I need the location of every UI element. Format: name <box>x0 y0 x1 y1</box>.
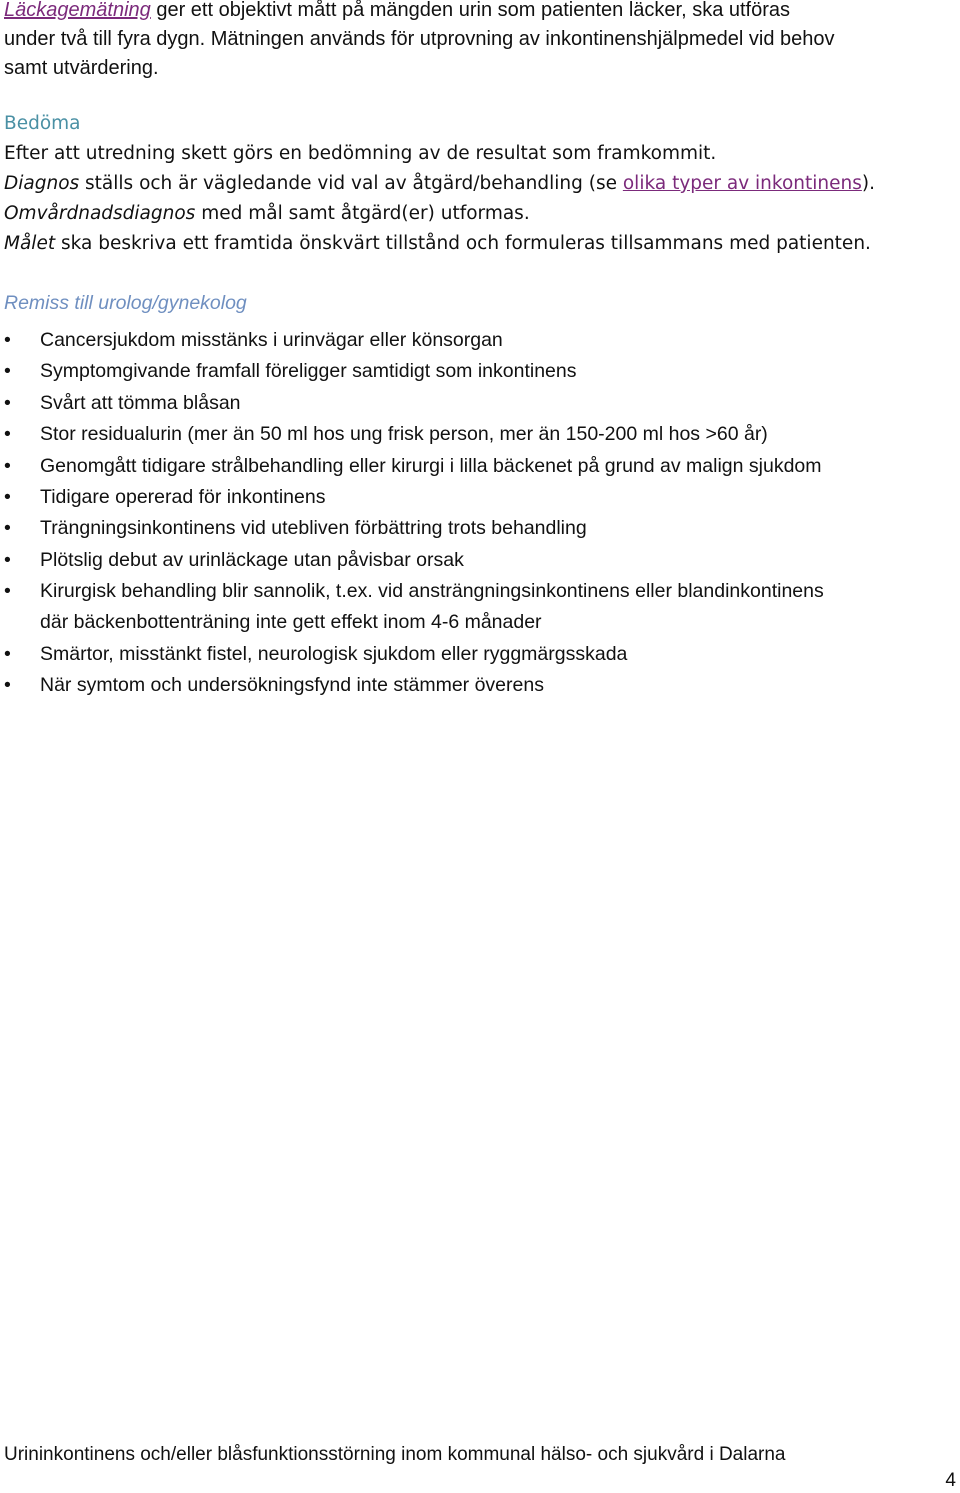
list-item <box>4 576 954 638</box>
omvardnadsdiagnos-term: Omvårdnadsdiagnos <box>4 203 196 224</box>
intro-paragraph <box>4 0 960 83</box>
list-item-text: När symtom och undersökningsfynd inte stämmer överens <box>40 673 544 696</box>
bullet-icon: • <box>4 642 11 665</box>
list-item-text: Cancersjukdom misstänks i urinvägar eller könsorgan <box>40 329 503 351</box>
intro-line-3: samt utvärdering. <box>4 57 159 79</box>
bedoma-line-4-text: ska beskriva ett framtida önskvärt tillstånd och formuleras tillsammans med patienten. <box>55 233 871 254</box>
page-footer: Urininkontinens och/eller blåsfunktionsstörning inom kommunal hälso- och sjukvård i Dalarna <box>4 1444 786 1465</box>
lackagematning-link[interactable]: Läckagemätning <box>4 0 151 21</box>
bullet-icon: • <box>4 485 11 508</box>
bullet-icon: • <box>4 580 11 603</box>
list-item <box>4 670 954 701</box>
intro-line-1 <box>4 0 960 25</box>
intro-line-1-text: ger ett objektivt mått på mängden urin som patienten läcker, ska utföras <box>150 0 791 21</box>
list-item <box>4 545 954 576</box>
remiss-criteria-list <box>4 325 954 701</box>
page-number: 4 <box>945 1470 956 1491</box>
list-item-text: Svårt att tömma blåsan <box>40 391 241 414</box>
list-item-text: Smärtor, misstänkt fistel, neurologisk sjukdom eller ryggmärgsskada <box>40 642 628 665</box>
list-item <box>4 325 954 356</box>
bullet-icon: • <box>4 423 11 446</box>
list-item <box>4 482 954 513</box>
list-item-text: Kirurgisk behandling blir sannolik, t.ex. vid ansträngningsinkontinens eller blandinkontinens <box>40 580 824 603</box>
bullet-icon: • <box>4 360 11 383</box>
bedoma-section <box>4 109 960 259</box>
bedoma-line-4 <box>4 229 960 259</box>
bedoma-line-2-end: ). <box>861 173 875 194</box>
list-item <box>4 513 954 544</box>
bedoma-line-1: Efter att utredning skett görs en bedömning av de resultat som framkommit. <box>4 143 717 164</box>
bullet-icon: • <box>4 391 11 414</box>
list-item-text: Stor residualurin (mer än 50 ml hos ung frisk person, mer än 150-200 ml hos >60 år) <box>40 423 768 446</box>
list-item <box>4 356 954 387</box>
list-item-text: Symptomgivande framfall föreligger samtidigt som inkontinens <box>40 360 577 383</box>
bullet-icon: • <box>4 454 11 477</box>
list-item-text: Plötslig debut av urinläckage utan påvisbar orsak <box>40 548 464 571</box>
bedoma-line-2-text: ställs och är vägledande vid val av åtgärd/behandling (se <box>79 173 623 194</box>
malet-term: Målet <box>4 233 56 254</box>
bedoma-heading: Bedöma <box>4 113 81 134</box>
bedoma-line-3-text: med mål samt åtgärd(er) utformas. <box>195 203 530 224</box>
bullet-icon: • <box>4 329 11 351</box>
list-item <box>4 419 954 450</box>
list-item-text: Trängningsinkontinens vid utebliven förbättring trots behandling <box>40 517 587 540</box>
list-item <box>4 639 954 670</box>
bedoma-line-2 <box>4 169 960 199</box>
diagnos-term: Diagnos <box>4 173 80 194</box>
list-item <box>4 388 954 419</box>
list-item <box>4 451 954 482</box>
inkontinens-types-link[interactable]: olika typer av inkontinens <box>622 173 862 194</box>
bullet-icon: • <box>4 673 11 696</box>
bullet-icon: • <box>4 548 11 571</box>
bullet-icon: • <box>4 517 11 540</box>
list-item-text: Genomgått tidigare strålbehandling eller kirurgi i lilla bäckenet på grund av malign sjukdom <box>40 454 822 477</box>
list-item-text: Tidigare opererad för inkontinens <box>40 485 326 508</box>
remiss-heading: Remiss till urolog/gynekolog <box>4 292 247 314</box>
intro-line-2: under två till fyra dygn. Mätningen används för utprovning av inkontinenshjälpmedel vid behov <box>4 28 835 50</box>
bedoma-line-3 <box>4 199 960 229</box>
list-item-text-continued: där bäckenbottenträning inte gett effekt inom 4-6 månader <box>40 611 542 634</box>
